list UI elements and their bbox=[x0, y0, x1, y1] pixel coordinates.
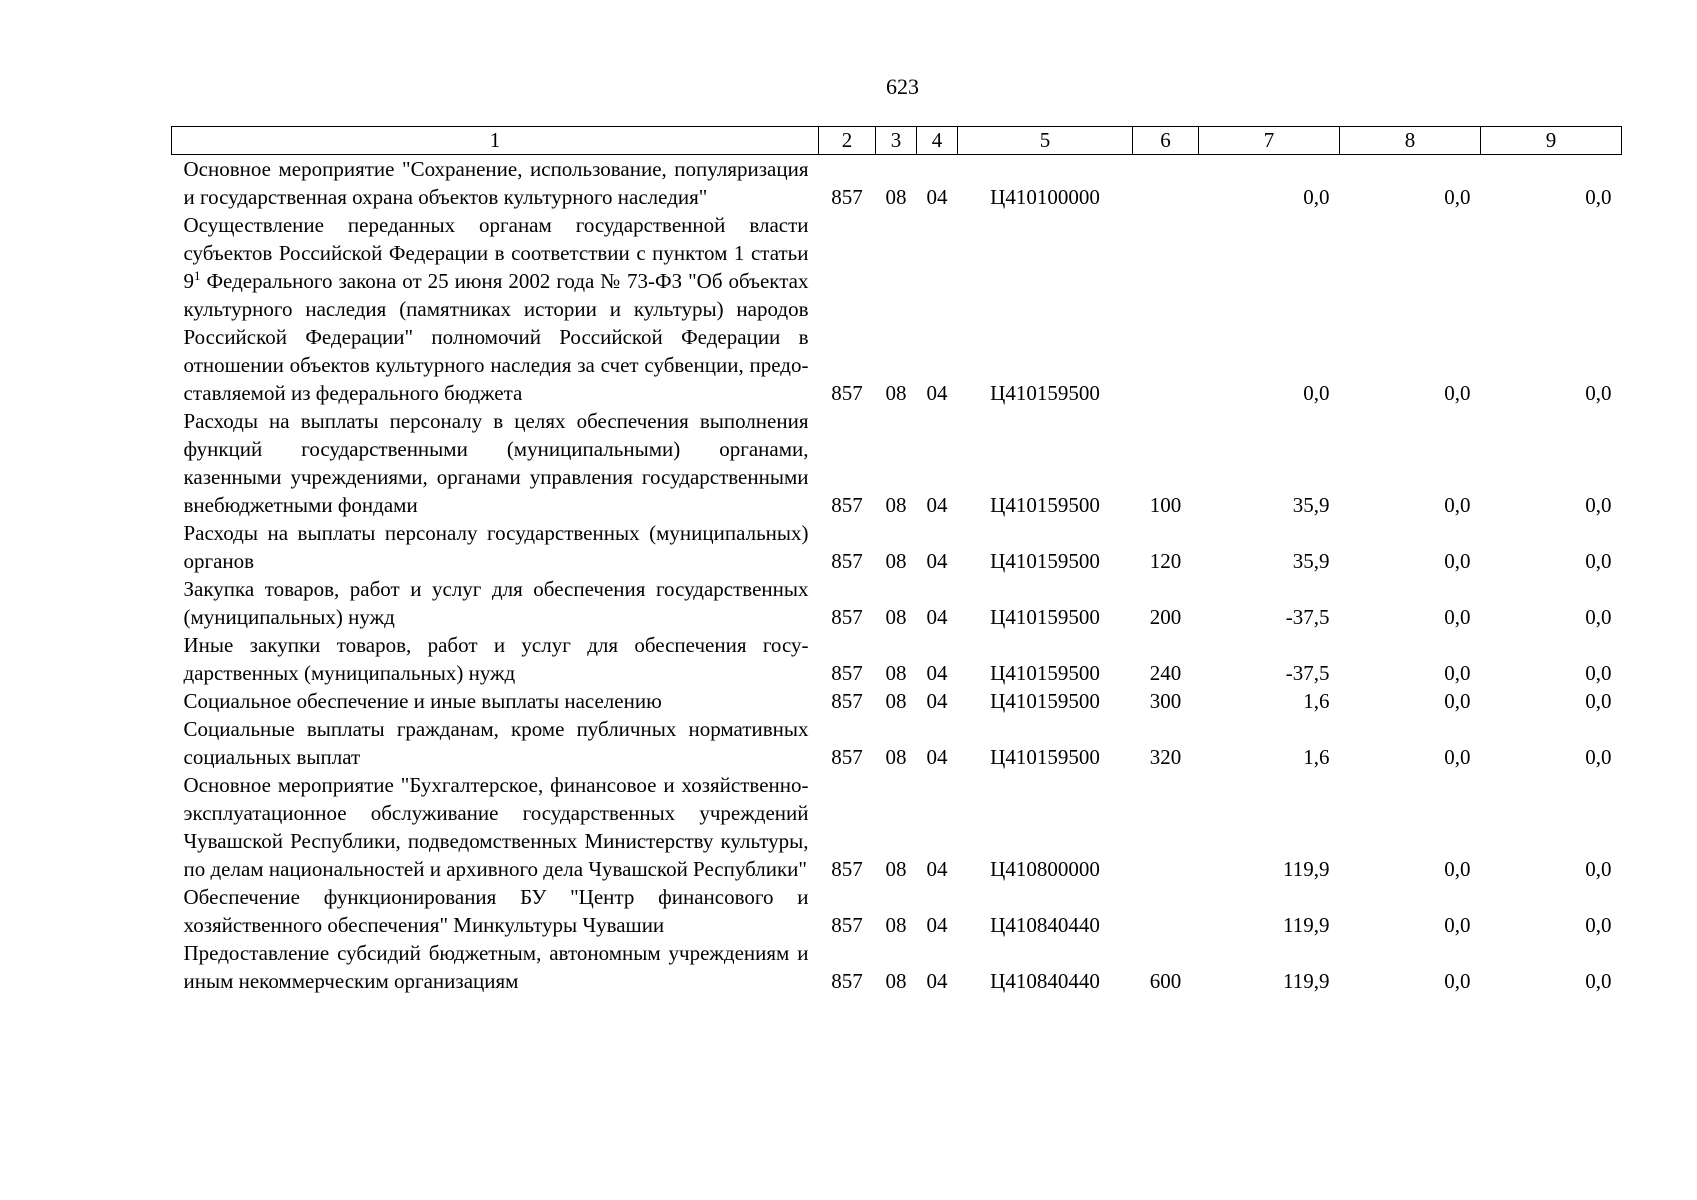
table-row bbox=[172, 631, 1622, 687]
cell-razdel: 08 bbox=[885, 605, 907, 629]
cell-value-7: 35,9 bbox=[1292, 493, 1330, 517]
header-col-6: 6 bbox=[1133, 127, 1199, 155]
cell-value-7: -37,5 bbox=[1285, 605, 1330, 629]
cell-razdel: 08 bbox=[885, 689, 907, 713]
cell-value-8: 0,0 bbox=[1444, 661, 1471, 685]
cell-value-7: 119,9 bbox=[1283, 857, 1330, 881]
cell-podrazdel: 04 bbox=[926, 913, 948, 937]
cell-value-9: 0,0 bbox=[1585, 745, 1612, 769]
cell-glava: 857 bbox=[831, 605, 863, 629]
header-col-8: 8 bbox=[1340, 127, 1481, 155]
cell-value-8: 0,0 bbox=[1444, 969, 1471, 993]
cell-razdel: 08 bbox=[885, 969, 907, 993]
cell-value-7: 0,0 bbox=[1303, 185, 1330, 209]
table-row bbox=[172, 771, 1622, 883]
cell-value-8: 0,0 bbox=[1444, 381, 1471, 405]
cell-target-article: Ц410159500 bbox=[990, 689, 1100, 713]
cell-value-9: 0,0 bbox=[1585, 605, 1612, 629]
table-header bbox=[172, 127, 1622, 155]
row-description: Расходы на выплаты персоналу государственных (муниципальных) органов bbox=[183, 521, 809, 573]
cell-glava: 857 bbox=[831, 493, 863, 517]
cell-glava: 857 bbox=[831, 661, 863, 685]
cell-value-9: 0,0 bbox=[1585, 381, 1612, 405]
table-row bbox=[172, 687, 1622, 715]
cell-value-8: 0,0 bbox=[1444, 549, 1471, 573]
cell-podrazdel: 04 bbox=[926, 381, 948, 405]
header-col-2: 2 bbox=[819, 127, 876, 155]
cell-target-article: Ц410159500 bbox=[990, 549, 1100, 573]
cell-glava: 857 bbox=[831, 185, 863, 209]
cell-value-8: 0,0 bbox=[1444, 605, 1471, 629]
row-description-text: Осуществление переданных органам государственной власти субъектов Российской Федерации в соответствии с пунктом 1 статьи 9 bbox=[183, 213, 809, 293]
cell-expense-type bbox=[1133, 155, 1199, 212]
cell-value-7: 1,6 bbox=[1303, 689, 1330, 713]
cell-razdel: 08 bbox=[885, 745, 907, 769]
cell-expense-type bbox=[1133, 883, 1199, 939]
row-description: Иные закупки товаров, работ и услуг для обеспечения государственных (муниципальных) нужд bbox=[183, 633, 809, 685]
table-row bbox=[172, 211, 1622, 407]
cell-razdel: 08 bbox=[885, 493, 907, 517]
cell-value-8: 0,0 bbox=[1444, 493, 1471, 517]
table-body bbox=[172, 155, 1622, 996]
table-row bbox=[172, 883, 1622, 939]
cell-target-article: Ц410840440 bbox=[990, 913, 1100, 937]
cell-target-article: Ц410840440 bbox=[990, 969, 1100, 993]
cell-glava: 857 bbox=[831, 913, 863, 937]
superscript: 1 bbox=[194, 268, 201, 283]
row-description bbox=[172, 211, 819, 407]
cell-expense-type: 120 bbox=[1149, 549, 1182, 573]
cell-podrazdel: 04 bbox=[926, 857, 948, 881]
cell-value-9: 0,0 bbox=[1585, 913, 1612, 937]
cell-value-9: 0,0 bbox=[1585, 185, 1612, 209]
cell-value-8: 0,0 bbox=[1444, 185, 1471, 209]
cell-value-8: 0,0 bbox=[1444, 857, 1471, 881]
cell-target-article: Ц410159500 bbox=[990, 493, 1100, 517]
cell-expense-type: 100 bbox=[1149, 493, 1182, 517]
row-description: Основное мероприятие "Бухгалтерское, финансовое и хозяйственно-эксплуатационное обслуживание государственных учреждений Чувашской Республики, подведомственных Министерству культуры, по делам национальностей и архивного дела Чувашской Республики" bbox=[183, 773, 809, 881]
row-description: Социальное обеспечение и иные выплаты населению bbox=[183, 689, 662, 713]
cell-value-7: 119,9 bbox=[1283, 969, 1330, 993]
cell-expense-type bbox=[1133, 771, 1199, 883]
cell-razdel: 08 bbox=[885, 185, 907, 209]
table-row bbox=[172, 575, 1622, 631]
header-col-7: 7 bbox=[1199, 127, 1340, 155]
cell-value-7: 1,6 bbox=[1303, 745, 1330, 769]
cell-razdel: 08 bbox=[885, 913, 907, 937]
cell-value-8: 0,0 bbox=[1444, 913, 1471, 937]
cell-glava: 857 bbox=[831, 689, 863, 713]
cell-target-article: Ц410800000 bbox=[990, 857, 1100, 881]
row-description: Обеспечение функционирования БУ "Центр финансового и хозяйственного обеспечения" Минкультуры Чувашии bbox=[183, 885, 809, 937]
cell-expense-type: 200 bbox=[1149, 605, 1182, 629]
cell-glava: 857 bbox=[831, 857, 863, 881]
budget-table bbox=[171, 126, 1622, 995]
cell-value-9: 0,0 bbox=[1585, 493, 1612, 517]
cell-razdel: 08 bbox=[885, 549, 907, 573]
cell-podrazdel: 04 bbox=[926, 185, 948, 209]
cell-podrazdel: 04 bbox=[926, 493, 948, 517]
cell-value-7: 119,9 bbox=[1283, 913, 1330, 937]
header-col-5: 5 bbox=[958, 127, 1133, 155]
cell-target-article: Ц410159500 bbox=[990, 661, 1100, 685]
row-description: Предоставление субсидий бюджетным, автономным учреждениям и иным некоммерческим организациям bbox=[183, 941, 809, 993]
table-row bbox=[172, 407, 1622, 519]
cell-razdel: 08 bbox=[885, 857, 907, 881]
row-description: Закупка товаров, работ и услуг для обеспечения государственных (муниципальных) нужд bbox=[183, 577, 809, 629]
cell-target-article: Ц410159500 bbox=[990, 745, 1100, 769]
row-description: Социальные выплаты гражданам, кроме публичных нормативных социальных выплат bbox=[183, 717, 809, 769]
cell-podrazdel: 04 bbox=[926, 689, 948, 713]
cell-podrazdel: 04 bbox=[926, 661, 948, 685]
cell-expense-type: 300 bbox=[1149, 689, 1182, 713]
cell-podrazdel: 04 bbox=[926, 549, 948, 573]
cell-target-article: Ц410159500 bbox=[990, 381, 1100, 405]
header-col-1: 1 bbox=[172, 127, 819, 155]
header-col-3: 3 bbox=[876, 127, 917, 155]
cell-value-8: 0,0 bbox=[1444, 689, 1471, 713]
cell-value-9: 0,0 bbox=[1585, 689, 1612, 713]
header-col-4: 4 bbox=[917, 127, 958, 155]
cell-glava: 857 bbox=[831, 745, 863, 769]
cell-glava: 857 bbox=[831, 969, 863, 993]
cell-podrazdel: 04 bbox=[926, 605, 948, 629]
cell-podrazdel: 04 bbox=[926, 969, 948, 993]
cell-value-7: -37,5 bbox=[1285, 661, 1330, 685]
cell-glava: 857 bbox=[831, 381, 863, 405]
cell-value-9: 0,0 bbox=[1585, 661, 1612, 685]
row-description: Расходы на выплаты персоналу в целях обеспечения выполнения функций государственными (муниципальными) органами, казенными учреждениями, органами управления государственными внебюджетными фондами bbox=[183, 409, 809, 517]
table-row bbox=[172, 519, 1622, 575]
cell-razdel: 08 bbox=[885, 381, 907, 405]
table-row bbox=[172, 715, 1622, 771]
table-row bbox=[172, 939, 1622, 995]
cell-glava: 857 bbox=[831, 549, 863, 573]
header-col-9: 9 bbox=[1481, 127, 1622, 155]
cell-value-9: 0,0 bbox=[1585, 969, 1612, 993]
cell-value-7: 35,9 bbox=[1292, 549, 1330, 573]
page-number: 623 bbox=[886, 74, 919, 99]
row-description: Основное мероприятие "Сохранение, использование, популяризация и государственная охрана объектов культурного наследия" bbox=[183, 157, 809, 209]
cell-expense-type: 240 bbox=[1149, 661, 1182, 685]
table-row bbox=[172, 155, 1622, 212]
cell-expense-type: 320 bbox=[1149, 745, 1182, 769]
cell-expense-type: 600 bbox=[1149, 969, 1182, 993]
cell-razdel: 08 bbox=[885, 661, 907, 685]
cell-podrazdel: 04 bbox=[926, 745, 948, 769]
cell-value-7: 0,0 bbox=[1303, 381, 1330, 405]
cell-value-9: 0,0 bbox=[1585, 857, 1612, 881]
header-row bbox=[172, 127, 1622, 155]
cell-target-article: Ц410159500 bbox=[990, 605, 1100, 629]
cell-expense-type bbox=[1133, 211, 1199, 407]
cell-value-9: 0,0 bbox=[1585, 549, 1612, 573]
cell-value-8: 0,0 bbox=[1444, 745, 1471, 769]
row-description-text: Федерального закона от 25 июня 2002 года № 73-ФЗ "Об объектах культурного наследия (памятниках истории и культуры) народов Российской Федерации" полномочий Российской Федерации в отношении объектов культурного наследия за счет субвенции, предоставляемой из федерального бюджета bbox=[183, 269, 809, 405]
cell-target-article: Ц410100000 bbox=[990, 185, 1100, 209]
